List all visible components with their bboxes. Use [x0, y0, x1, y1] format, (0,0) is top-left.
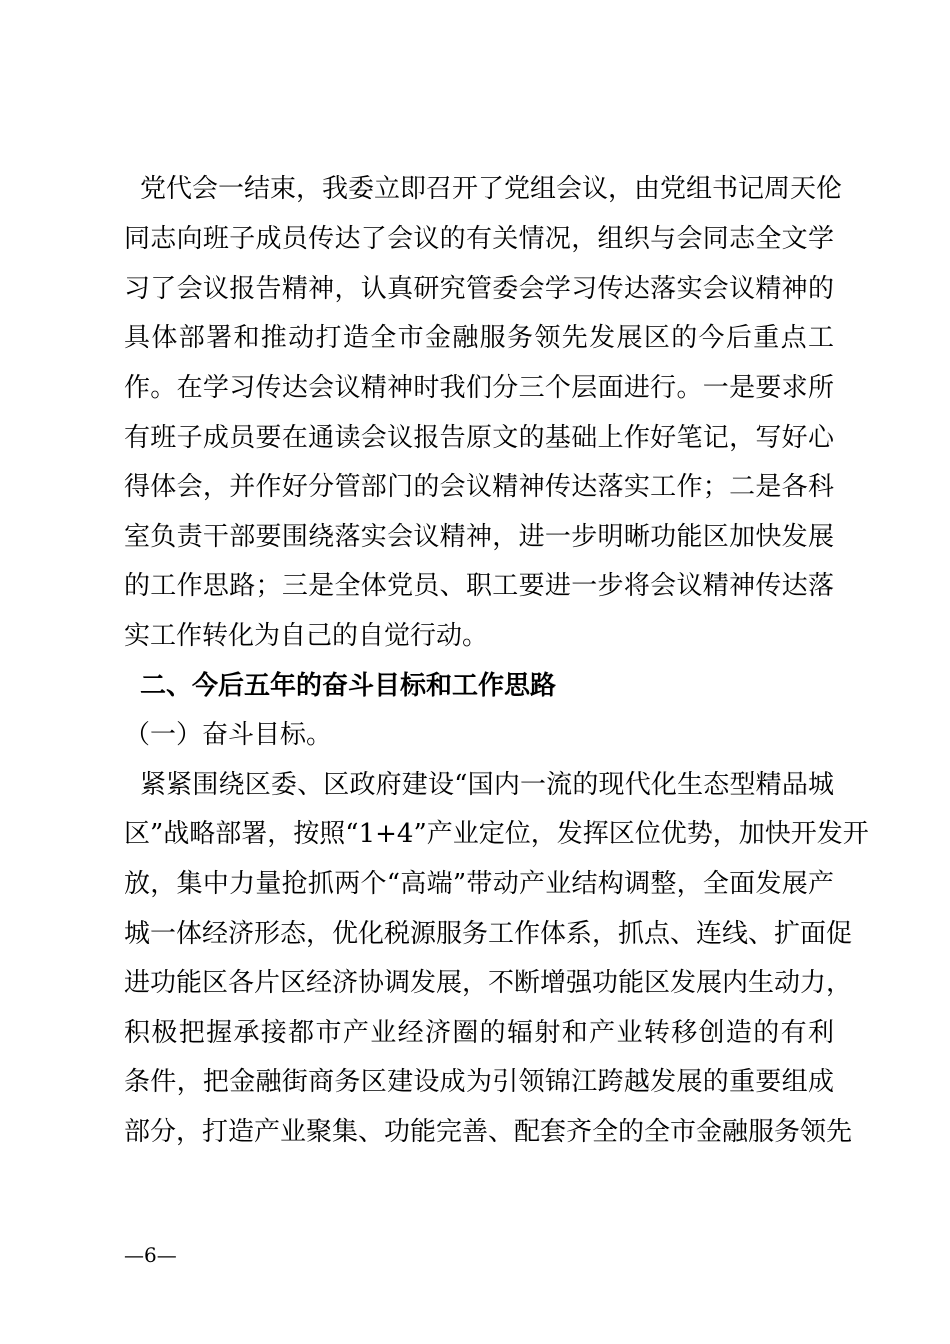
- paragraph2-line: 进功能区各片区经济协调发展，不断增强功能区发展内生动力，: [124, 968, 853, 998]
- paragraph2-line: 城一体经济形态，优化税源服务工作体系，抓点、连线、扩面促: [124, 919, 853, 949]
- paragraph1-line: 党代会一结束，我委立即召开了党组会议，由党组书记周天伦: [140, 174, 843, 204]
- paragraph2-line: 放，集中力量抢抓两个“高端”带动产业结构调整，全面发展产: [124, 869, 834, 899]
- paragraph1-line: 具体部署和推动打造全市金融服务领先发展区的今后重点工: [124, 323, 834, 353]
- paragraph2-line: 条件，把金融街商务区建设成为引领锦江跨越发展的重要组成: [124, 1067, 834, 1097]
- paragraph1-line: 实工作转化为自己的自觉行动。: [124, 621, 489, 651]
- paragraph2-line: 部分，打造产业聚集、功能完善、配套齐全的全市金融服务领先: [124, 1117, 853, 1147]
- paragraph1-line: 有班子成员要在通读会议报告原文的基础上作好笔记，写好心: [124, 423, 834, 453]
- paragraph2-line: 紧紧围绕区委、区政府建设“国内一流的现代化生态型精品城: [140, 770, 834, 800]
- paragraph1-line: 室负责干部要围绕落实会议精神，进一步明晰功能区加快发展: [124, 522, 834, 552]
- paragraph1-line: 作。在学习传达会议精神时我们分三个层面进行。一是要求所: [124, 373, 834, 403]
- section-heading: 二、今后五年的奋斗目标和工作思路: [140, 671, 557, 701]
- paragraph1-line: 同志向班子成员传达了会议的有关情况，组织与会同志全文学: [124, 224, 834, 254]
- page-number: —6—: [124, 1243, 177, 1267]
- paragraph1-line: 得体会，并作好分管部门的会议精神传达落实工作；二是各科: [124, 472, 834, 502]
- paragraph2-line: 区”战略部署，按照“1+4”产业定位，发挥区位优势，加快开发开: [124, 819, 869, 849]
- paragraph1-line: 习了会议报告精神，认真研究管委会学习传达落实会议精神的: [124, 274, 834, 304]
- paragraph1-line: 的工作思路；三是全体党员、职工要进一步将会议精神传达落: [124, 571, 834, 601]
- paragraph2-line: 积极把握承接都市产业经济圈的辐射和产业转移创造的有利: [124, 1018, 834, 1048]
- subsection-heading: （一）奋斗目标。: [124, 720, 333, 750]
